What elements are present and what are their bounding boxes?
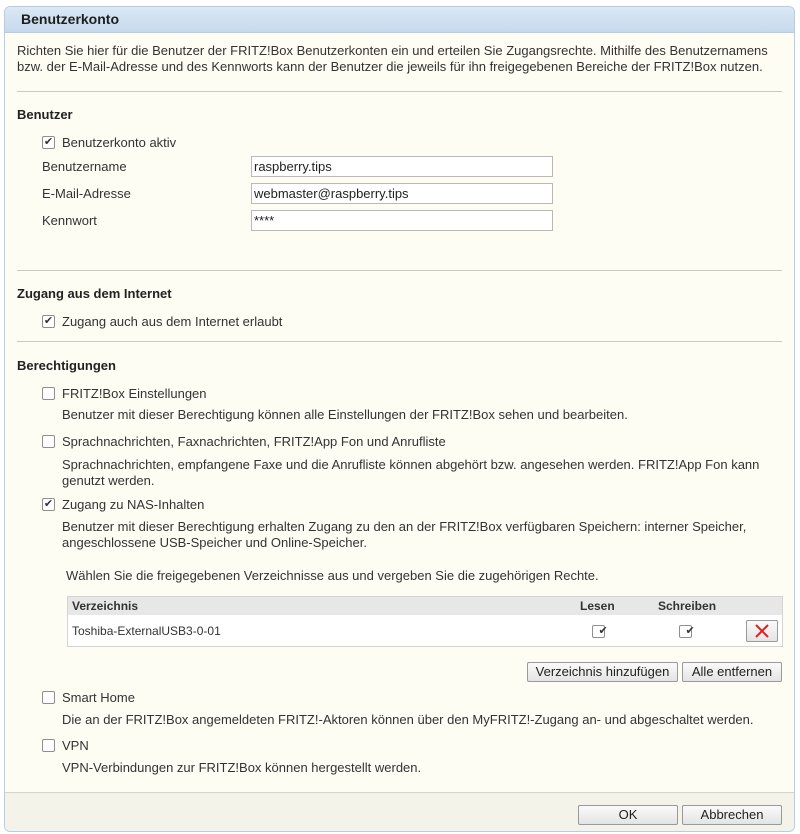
check-icon: ✔ (685, 625, 695, 637)
column-header-directory: Verzeichnis (72, 599, 139, 613)
account-active-checkbox[interactable] (42, 136, 55, 149)
read-checkbox[interactable] (592, 625, 608, 638)
vpn-permission-desc: VPN-Verbindungen zur FRITZ!Box können hergestellt werden. (62, 760, 422, 775)
username-input[interactable] (251, 156, 553, 177)
add-directory-button[interactable]: Verzeichnis hinzufügen (527, 662, 678, 682)
nas-permission-checkbox[interactable] (42, 498, 55, 511)
smarthome-permission-checkbox[interactable] (42, 691, 55, 704)
smarthome-permission-label: Smart Home (62, 690, 135, 705)
footer-bar (5, 792, 794, 832)
vpn-permission-checkbox[interactable] (42, 739, 55, 752)
section-title-permissions: Berechtigungen (17, 358, 116, 373)
internet-access-checkbox[interactable] (42, 315, 55, 328)
directory-name: Toshiba-ExternalUSB3-0-01 (72, 624, 221, 638)
close-icon (747, 621, 777, 641)
email-label: E-Mail-Adresse (42, 186, 131, 201)
email-input[interactable] (251, 183, 553, 204)
user-account-panel (4, 6, 795, 832)
check-icon: ✔ (598, 625, 608, 637)
settings-permission-desc: Benutzer mit dieser Berechtigung können alle Einstellungen der FRITZ!Box sehen und bearbeiten. (62, 407, 628, 422)
settings-permission-label: FRITZ!Box Einstellungen (62, 386, 207, 401)
voice-permission-label: Sprachnachrichten, Faxnachrichten, FRITZ!App Fon und Anrufliste (62, 434, 446, 449)
nas-hint: Wählen Sie die freigegebenen Verzeichnisse aus und vergeben Sie die zugehörigen Rechte. (66, 568, 599, 583)
delete-directory-button[interactable] (746, 620, 778, 642)
column-header-write: Schreiben (658, 599, 717, 613)
directory-table (67, 596, 783, 647)
cancel-button[interactable]: Abbrechen (682, 805, 782, 825)
check-icon: ✔ (43, 136, 54, 148)
voice-permission-checkbox[interactable] (42, 435, 55, 448)
divider (17, 91, 782, 92)
divider (17, 341, 782, 342)
account-active-label: Benutzerkonto aktiv (62, 135, 177, 150)
section-title-internet: Zugang aus dem Internet (17, 286, 172, 301)
settings-permission-checkbox[interactable] (42, 387, 55, 400)
panel-title: Benutzerkonto (5, 7, 794, 33)
ok-button[interactable]: OK (578, 805, 678, 825)
divider (17, 270, 782, 271)
section-title-user: Benutzer (17, 107, 73, 122)
password-label: Kennwort (42, 213, 97, 228)
username-label: Benutzername (42, 159, 127, 174)
intro-text: Richten Sie hier für die Benutzer der FRITZ!Box Benutzerkonten ein und erteilen Sie Zugangsrechte. Mithilfe des Benutzernamens bzw. der E-Mail-Adresse und des Kennworts kann der Benutzer die jeweils für ihn freigegebenen Bereiche der FRITZ!Box nutzen. (17, 43, 768, 74)
check-icon: ✔ (43, 498, 54, 510)
write-checkbox[interactable] (679, 625, 695, 638)
smarthome-permission-desc: Die an der FRITZ!Box angemeldeten FRITZ!-Aktoren können über den MyFRITZ!-Zugang an- und abgeschaltet werden. (62, 712, 754, 727)
voice-permission-desc: Sprachnachrichten, empfangene Faxe und die Anrufliste können abgehört bzw. angesehen werden. FRITZ!App Fon kann genutzt werden. (62, 457, 760, 488)
vpn-permission-label: VPN (62, 738, 89, 753)
nas-permission-desc: Benutzer mit dieser Berechtigung erhalten Zugang zu den an der FRITZ!Box verfügbaren Speichern: interner Speicher, angeschlossene USB-Speicher und Online-Speicher. (62, 519, 747, 550)
table-row (68, 616, 782, 646)
remove-all-button[interactable]: Alle entfernen (682, 662, 782, 682)
nas-permission-label: Zugang zu NAS-Inhalten (62, 497, 205, 512)
internet-access-label: Zugang auch aus dem Internet erlaubt (62, 314, 283, 329)
password-input[interactable] (251, 210, 553, 231)
check-icon: ✔ (43, 315, 54, 327)
column-header-read: Lesen (580, 599, 615, 613)
table-header (68, 597, 782, 615)
